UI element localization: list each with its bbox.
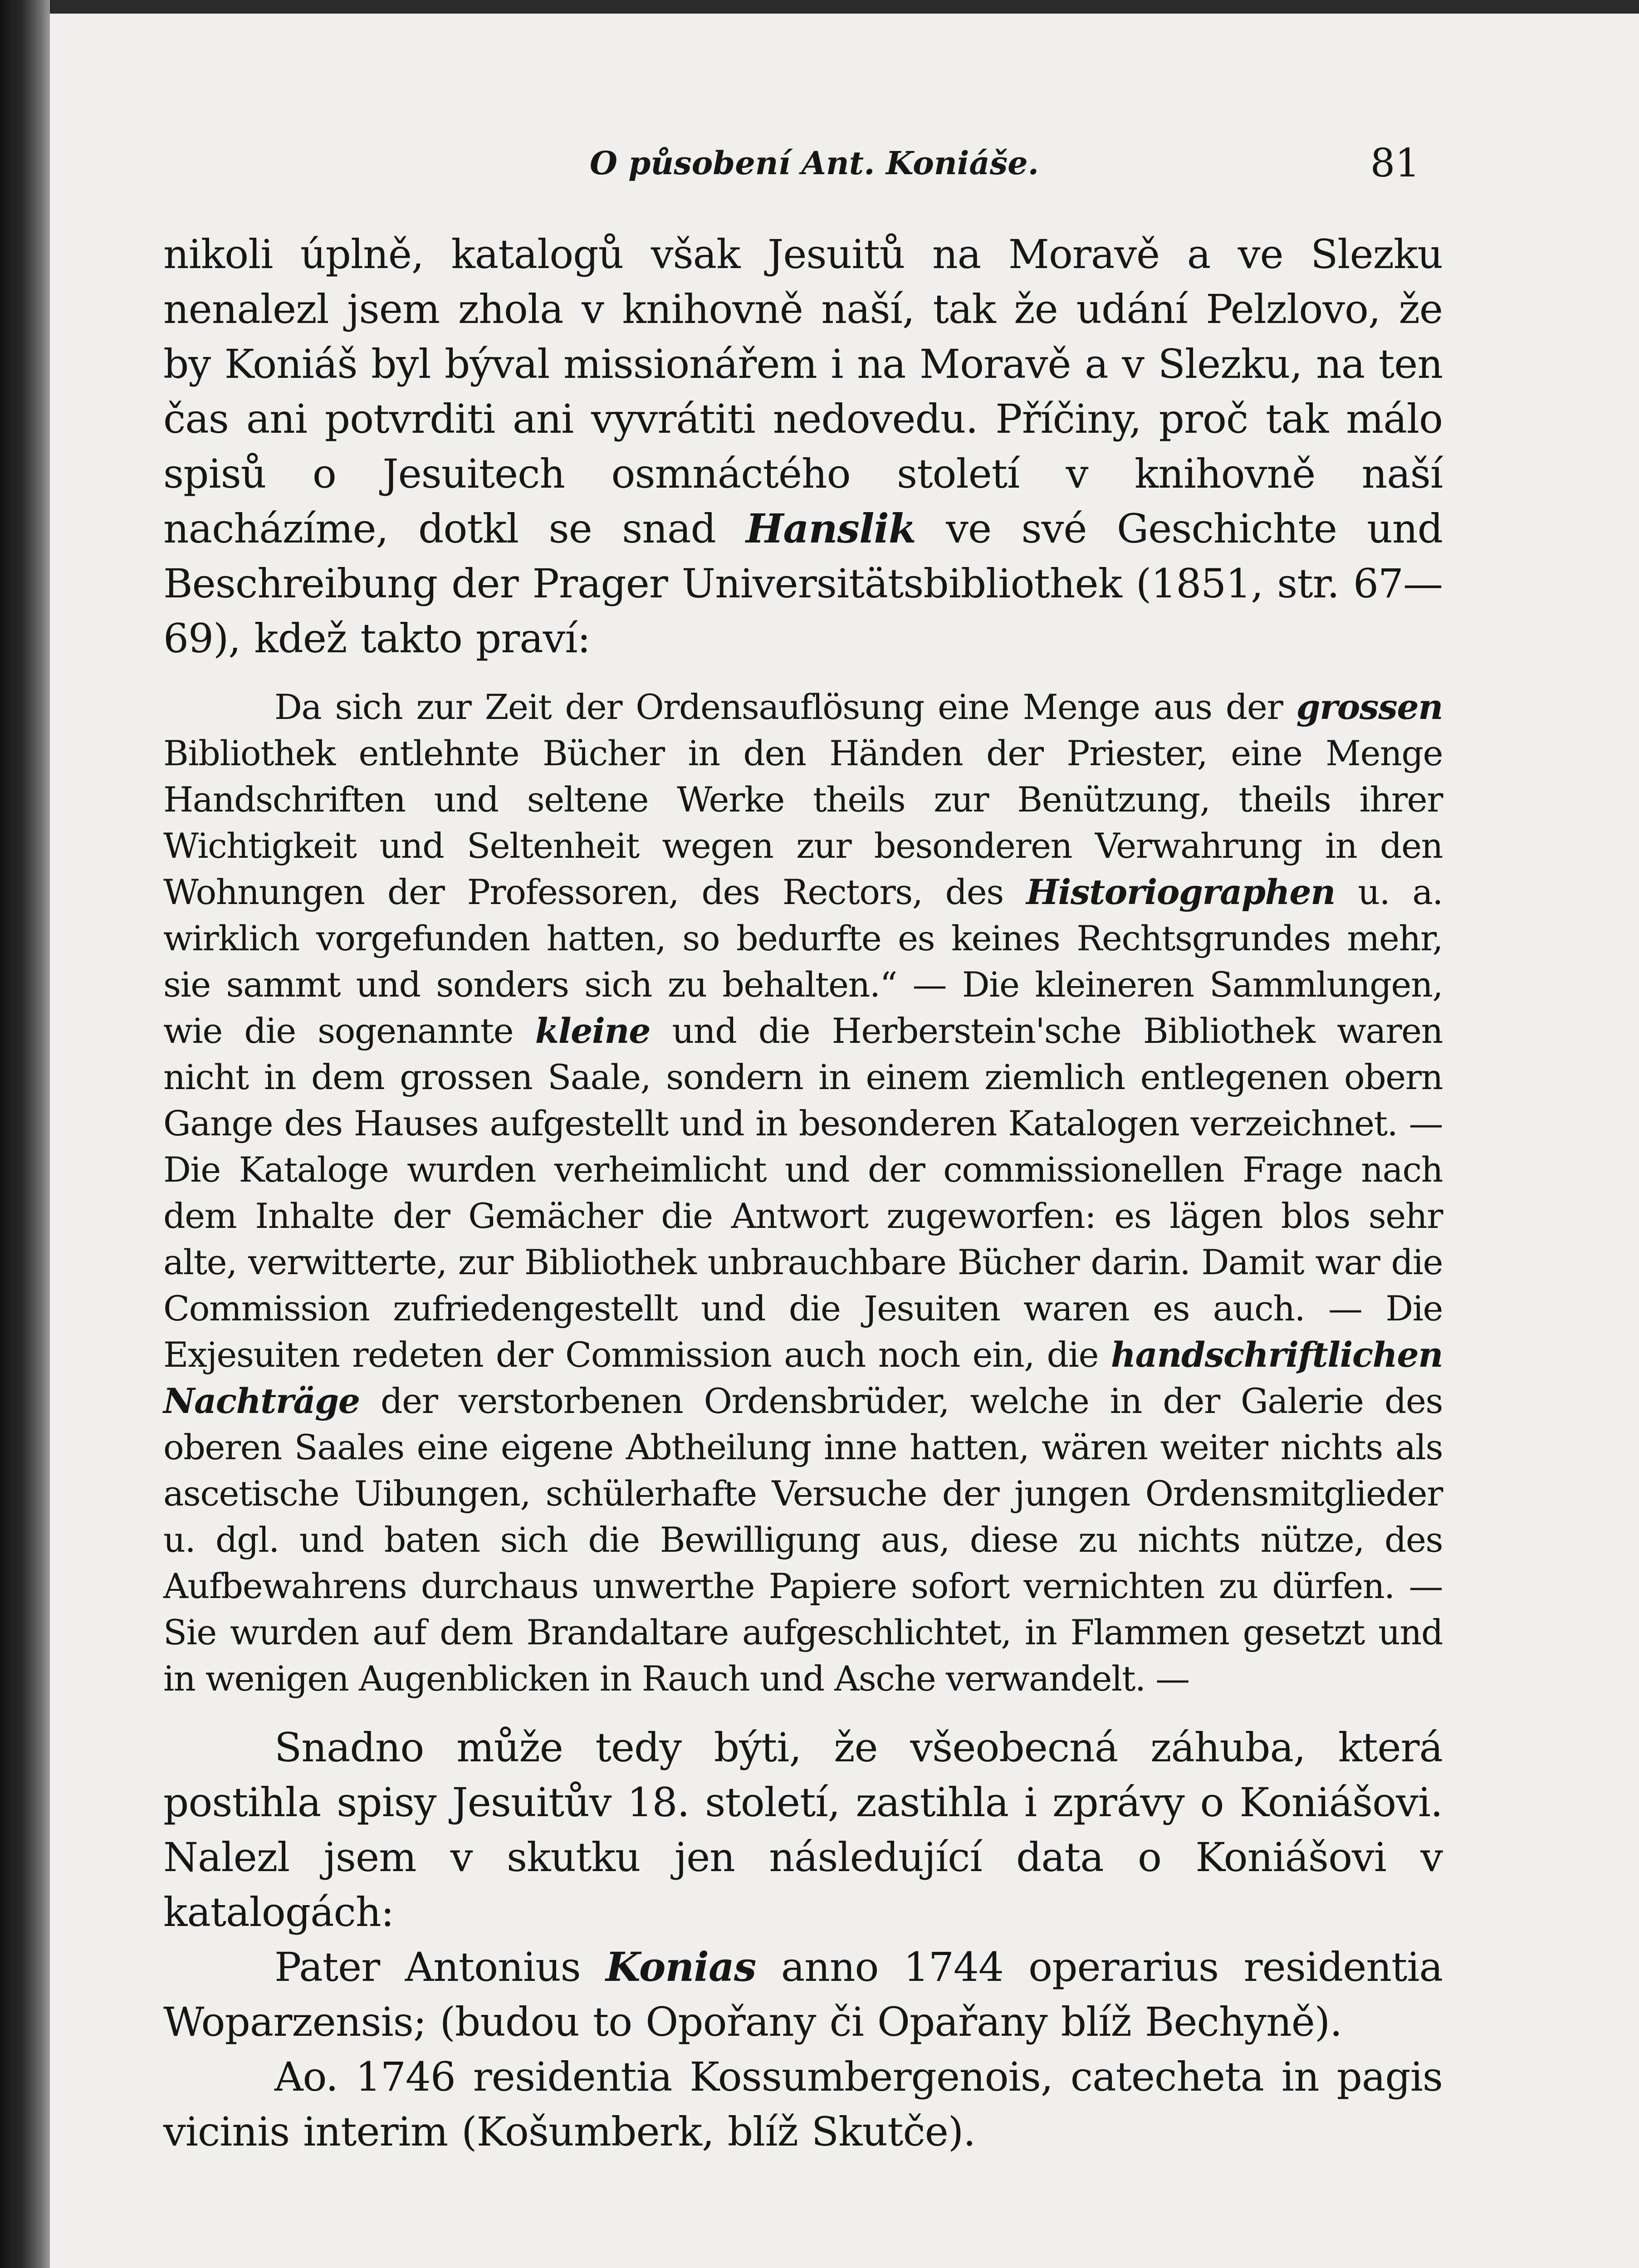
- running-head: O působení Ant. Koniáše.: [589, 144, 1039, 182]
- quote-text-3: u. a. wirklich vorgefunden hatten, so bedurfte es keines Rechtsgrundes mehr, sie sammt und sonders sich zu behalten.“ — Die kleineren Sammlungen, wie die sogenannte: [163, 872, 1443, 1051]
- scan-binding-edge: [0, 0, 50, 2268]
- quote-text-5: der verstorbenen Ordensbrüder, welche in der Galerie des oberen Saales eine eigene Abtheilung inne hatten, wären weiter nichts als ascetische Uibungen, schülerhafte Versuche der jungen Ordensmitglieder u. dgl. und baten sich die Bewilligung aus, diese zu nichts nütze, des Aufbewahrens durchaus unwerthe Papiere sofort vernichten zu dürfen. — Sie wurden auf dem Brandaltare aufgeschlichtet, in Flammen gesetzt und in wenigen Augenblicken in Rauch und Asche verwandelt. —: [163, 1381, 1443, 1699]
- quote-text-2: Bibliothek entlehnte Bücher in den Händen der Priester, eine Menge Handschriften und seltene Werke theils zur Benützung, theils ihrer Wichtigkeit und Seltenheit wegen zur besonderen Verwahrung in den Wohnungen der Professoren, des Rectors, des: [163, 733, 1443, 912]
- page-header: [50, 136, 1639, 200]
- name-konias: Konias: [606, 1943, 756, 1990]
- paragraph-1-text-b: ve své Geschichte und Beschreibung der Prager Universitätsbibliothek (1851, str. 67—69), kdež takto praví:: [163, 505, 1443, 662]
- quote-emphasis-grossen: grossen: [1296, 687, 1443, 727]
- quote-text-4: und die Herberstein'sche Bibliothek waren nicht in dem grossen Saale, sondern in einem ziemlich entlegenen obern Gange des Hauses aufgestellt und in besonderen Katalogen verzeichnet. — Die Kataloge wurden verheimlicht und der commissionellen Frage nach dem Inhalte der Gemächer die Antwort zugeworfen: es lägen blos sehr alte, verwitterte, zur Bibliothek unbrauchbare Bücher darin. Damit war die Commission zufriedengestellt und die Jesuiten waren es auch. — Die Exjesuiten redeten der Commission auch noch ein, die: [163, 1011, 1443, 1375]
- paragraph-3-text-a: Pater Antonius: [274, 1944, 606, 1990]
- paragraph-3-text-b: anno 1744 operarius residentia Woparzensis; (budou to Opořany či Opařany blíž Bechyně).: [163, 1944, 1443, 2045]
- book-page: [50, 14, 1639, 2268]
- paragraph-1: [163, 227, 1443, 666]
- page-number: 81: [1370, 141, 1420, 186]
- paragraph-4: Ao. 1746 residentia Kossumbergenois, catecheta in pagis vicinis interim (Košumberk, blíž Skutče).: [163, 2053, 1443, 2155]
- quote-text-1: Da sich zur Zeit der Ordensauflösung eine Menge aus der: [274, 687, 1297, 727]
- author-name-hanslik: Hanslik: [746, 505, 916, 552]
- quote-emphasis-kleine: kleine: [535, 1011, 650, 1051]
- quote-emphasis-historiographen: Historiographen: [1026, 872, 1335, 912]
- paragraph-3: [163, 1940, 1443, 2049]
- paragraph-2: Snadno může tedy býti, že všeobecná záhuba, která postihla spisy Jesuitův 18. století, zastihla i zprávy o Koniášovi. Nalezl jsem v skutku jen následující data o Koniášovi v katalogách:: [163, 1724, 1443, 1936]
- scan-top-edge: [0, 0, 1639, 14]
- quote-emphasis-nachtraege: handschriftlichen Nachträge: [163, 1334, 1443, 1421]
- body-text: [163, 227, 1443, 2159]
- paragraph-1-text-a: nikoli úplně, katalogů však Jesuitů na Moravě a ve Slezku nenalezl jsem zhola v knihovně naší, tak že udání Pelzlovo, že by Koniáš byl býval missionářem i na Moravě a v Slezku, na ten čas ani potvrditi ani vyvrátiti nedovedu. Příčiny, proč tak málo spisů o Jesuitech osmnáctého století v knihovně naší nacházíme, dotkl se snad: [163, 231, 1443, 552]
- german-quotation: [163, 684, 1443, 1702]
